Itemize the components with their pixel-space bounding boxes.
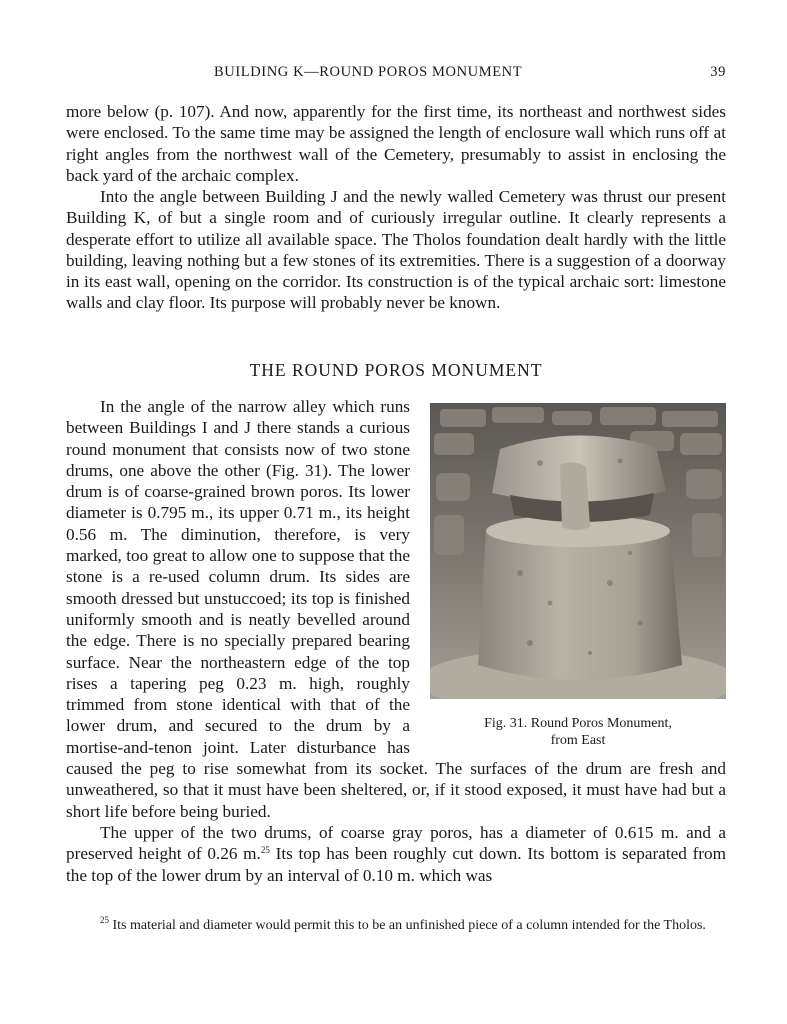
running-head-title: BUILDING K—ROUND POROS MONUMENT [214,64,523,80]
section-body [66,396,726,886]
caption-line-2: from East [550,733,606,748]
paragraph-upper-drum [66,822,726,886]
upper-drum-text-b: Its top has been roughly cut down. Its bottom is separated from the top of the lower drum by an interval of 0.10 m. which was [66,844,726,885]
figure-31 [430,403,726,749]
running-head [66,64,726,86]
paragraph-round-monument: In the angle of the narrow alley which runs between Buildings I and J there stands a curious round monument that consists now of two stone drums, one above the other (Fig. 31). The lower drum is of coarse-grained brown poros. Its lower diameter is 0.795 m., its upper 0.71 m., its height 0.56 m. The diminution, therefore, is very marked, too great to allow one to suppose that the stone is a re-used column drum. Its sides are smooth dressed but unstuccoed; its top is finished uniformly smooth and is neatly bevelled around the edge. There is no specially prepared bearing surface. Near the northeastern edge of the top rises a tapering peg 0.23 m. high, roughly trimmed from stone identical with that of the lower drum, and secured to the drum by a mortise-and-tenon joint. Later disturbance has caused the peg to rise somewhat from its socket. The surfaces of the drum are fresh and unweathered, so that it must have been sheltered, or, if it stood exposed, it must have had but a short life before being buried. [66,397,726,821]
upper-drum-text-a: The upper of the two drums, of coarse gray poros, has a diameter of 0.615 m. and a preserved height of 0.26 m. [66,822,726,864]
monument-photo [430,403,726,699]
section-heading: THE ROUND POROS MONUMENT [249,360,543,380]
page-number: 39 [710,64,726,80]
footnote-marker: 25 [100,915,109,925]
paragraph-building-k: Into the angle between Building J and the newly walled Cemetery was thrust our present Building K, of but a single room and of curiously irregular outline. It clearly represents a desperate effort to utilize all available space. The Tholos foundation dealt hardly with the little building, leaving nothing but a few stones of its extremities. There is a suggestion of a doorway in its east wall, opening on the corridor. Its construction is of the typical archaic sort: limestone walls and clay floor. Its purpose will probably never be known. [66,187,726,313]
footnote-text: Its material and diameter would permit this to be an unfinished piece of a column intended for the Tholos. [109,918,706,933]
footnote-reference[interactable]: 25 [260,845,270,856]
caption-line-1: Fig. 31. Round Poros Monument, [484,716,672,731]
footnote-25 [66,917,726,935]
figure-caption [430,715,726,749]
paragraph-continued: more below (p. 107). And now, apparently for the first time, its northeast and northwest sides were enclosed. To the same time may be assigned the length of enclosure wall which runs off at right angles from the northwest wall of the Cemetery, presumably to assist in enclosing the back yard of the archaic complex. [66,102,726,185]
